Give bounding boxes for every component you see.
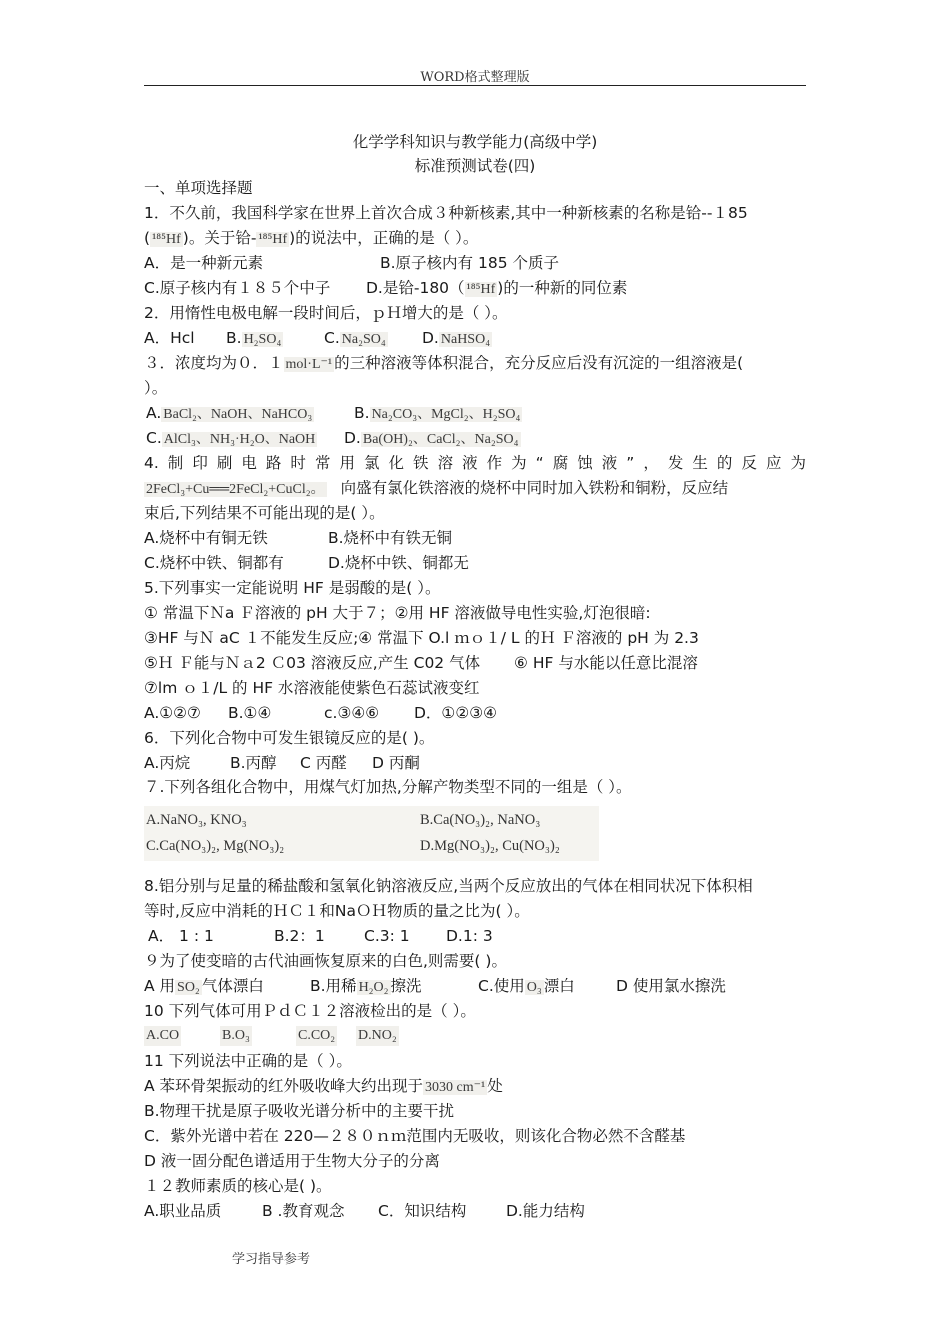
q5-statement-line4: ⑦lm ｏ１/L 的 HF 水溶液能使紫色石蕊试液变红 [144, 679, 480, 697]
q10-option-c: C.CO₂ [296, 1026, 337, 1046]
page-header: WORD格式整理版 [420, 70, 530, 85]
q4-option-a: A.烧杯中有铜无铁 [144, 529, 268, 547]
q12-option-c: C．知识结构 [378, 1202, 467, 1220]
q7-option-c: C.Ca(NO₃)₂, Mg(NO₃)₂ [146, 838, 285, 854]
q5-option-d: D．①②③④ [414, 704, 498, 722]
q11-option-b: B.物理干扰是原子吸收光谱分析中的主要干扰 [144, 1102, 455, 1120]
page-footer: 学习指导参考 [232, 1252, 311, 1267]
q5-stem: 5.下列事实一定能说明 HF 是弱酸的是( ）。 [144, 579, 441, 597]
q5-statement-line1: ① 常温下Ｎa Ｆ溶液的 pH 大于７；②用 HF 溶液做导电性实验,灯泡很暗: [144, 604, 651, 622]
q4-option-b: B.烧杯中有铁无铜 [328, 529, 453, 547]
q12-option-d: D.能力结构 [506, 1202, 585, 1220]
q2-option-a: A．Hcl [144, 329, 195, 347]
q11-option-a: A 苯环骨架振动的红外吸收峰大约出现于 3030 cm⁻¹ 处 [144, 1077, 503, 1095]
q4-equation: 2FeCl₃+Cu══2FeCl₂+CuCl₂。 [146, 482, 325, 497]
q3-stem-line1: ３．浓度均为０．１ mol·L⁻¹ 的三种溶液等体积混合，充分反应后没有沉淀的一组溶液是( [144, 354, 744, 372]
q4-stem-line2: 2FeCl₃+Cu══2FeCl₂+CuCl₂。 向盛有氯化铁溶液的烧杯中同时加入铁粉和铜粉，反应结 [146, 479, 729, 497]
q9-option-b: B.用稀 H₂O₂ 擦洗 [310, 977, 422, 995]
q9-option-c: C.使用 O₃ 漂白 [478, 977, 575, 995]
q12-stem: １２教师素质的核心是( )。 [144, 1177, 332, 1195]
q7-option-b: B.Ca(NO₃)₂, NaNO₃ [420, 812, 541, 828]
q1-option-d: D.是铪-180（ ¹⁸⁵Hf )的一种新的同位素 [366, 279, 628, 297]
q1-option-b: B.原子核内有 185 个质子 [380, 254, 559, 272]
q5-option-b: B.①④ [228, 704, 272, 722]
q1-formula-hf-2: ¹⁸⁵Hf [258, 232, 288, 247]
q4-option-d: D.烧杯中铁、铜都无 [328, 554, 469, 572]
q6-option-a: A.丙烷 [144, 754, 191, 772]
q6-option-d: D 丙酮 [372, 754, 420, 772]
q10-option-b: B.O₃ [220, 1026, 252, 1046]
q8-stem-line2: 等时,反应中消耗的ＨＣ１和NaＯＨ物质的量之比为( ）。 [144, 902, 530, 920]
q1-stem-line2: ( ¹⁸⁵Hf )。关于铪- ¹⁸⁵Hf )的说法中，正确的是（ ）。 [144, 229, 479, 247]
q5-option-a: A.①②⑦ [144, 704, 201, 722]
q1-option-c: C.原子核内有１８５个中子 [144, 279, 331, 297]
q10-stem: 10 下列气体可用ＰｄＣ１２溶液检出的是（ ）。 [144, 1002, 476, 1020]
q10-option-d: D.NO₂ [356, 1026, 399, 1046]
q2-option-c: C. Na₂SO₄ [324, 329, 386, 347]
q1-stem-line1: 1．不久前，我国科学家在世界上首次合成３种新核素,其中一种新核素的名称是铪--１85 [144, 204, 748, 222]
q3-option-b: B. Na₂CO₃、MgCl₂、H₂SO₄ [354, 404, 521, 422]
q8-option-a: A． 1 : 1 [148, 927, 214, 945]
q11-option-c: C．紫外光谱中若在 220—２８０ｎｍ范围内无吸收，则该化合物必然不含醛基 [144, 1127, 686, 1145]
q2-option-d: D. NaHSO₄ [422, 329, 491, 347]
q3-option-a: A. BaCl₂、NaOH、NaHCO₃ [146, 404, 313, 422]
q3-option-c: C. AlCl₃、NH₃·H₂O、NaOH [146, 429, 316, 447]
q3-unit: mol·L⁻¹ [285, 357, 333, 372]
q7-stem: ７.下列各组化合物中，用煤气灯加热,分解产物类型不同的一组是（ ）。 [144, 778, 632, 796]
q6-option-c: C 丙醛 [300, 754, 347, 772]
q8-option-b: B.2：1 [274, 927, 325, 945]
section-heading: 一、单项选择题 [144, 179, 253, 197]
q4-stem-line3: 束后,下列结果不可能出现的是( ）。 [144, 504, 385, 522]
header-rule [144, 85, 806, 86]
exam-title: 化学学科知识与教学能力(高级中学) [352, 133, 598, 151]
q8-stem-line1: 8.铝分别与足量的稀盐酸和氢氧化钠溶液反应,当两个反应放出的气体在相同状况下体积相 [144, 877, 753, 895]
q2-stem: 2．用惰性电极电解一段时间后，ｐＨ增大的是（ ）。 [144, 304, 508, 322]
q6-option-b: B.丙醇 [230, 754, 277, 772]
q7-options-figure [144, 806, 599, 861]
q11-wavenumber: 3030 cm⁻¹ [425, 1080, 486, 1095]
q8-option-c: C.3: 1 [364, 927, 410, 945]
q7-option-a: A.NaNO₃, KNO₃ [146, 812, 247, 828]
q11-option-d: D 液一固分配色谱适用于生物大分子的分离 [144, 1152, 440, 1170]
q4-option-c: C.烧杯中铁、铜都有 [144, 554, 284, 572]
q1-formula-hf: ¹⁸⁵Hf [152, 232, 181, 247]
q4-stem-line1: 4.制印刷电路时常用氯化铁溶液作为“腐蚀液”，发生的反应为 [144, 454, 806, 472]
q9-stem: ９为了使变暗的古代油画恢复原来的白色,则需要( )。 [144, 952, 507, 970]
q6-stem: 6．下列化合物中可发生银镜反应的是( )。 [144, 729, 435, 747]
q7-option-d: D.Mg(NO₃)₂, Cu(NO₃)₂ [420, 838, 560, 854]
q8-option-d: D.1: 3 [446, 927, 493, 945]
q9-option-d: D 使用氯水擦洗 [616, 977, 726, 995]
q12-option-b: B .教育观念 [262, 1202, 345, 1220]
q2-option-b: B. H₂SO₄ [226, 329, 282, 347]
q3-option-d: D. Ba(OH)₂、CaCl₂、Na₂SO₄ [344, 429, 519, 447]
q12-option-a: A.职业品质 [144, 1202, 222, 1220]
q3-stem-line2: ）。 [144, 379, 168, 397]
q5-statement-line2: ③HF 与Ｎ aC １不能发生反应;④ 常温下 O.l ｍｏ１/ L 的Ｈ Ｆ溶液的 pH 为 2.3 [144, 629, 699, 647]
q11-stem: 11 下列说法中正确的是（ ）。 [144, 1052, 352, 1070]
q1-option-a: A．是一种新元素 [144, 254, 264, 272]
exam-subtitle: 标准预测试卷(四) [414, 157, 536, 175]
q9-option-a: A 用 SO₂ 气体漂白 [144, 977, 264, 995]
q10-option-a: A.CO [144, 1026, 181, 1046]
q5-option-c: c.③④⑥ [324, 704, 380, 722]
